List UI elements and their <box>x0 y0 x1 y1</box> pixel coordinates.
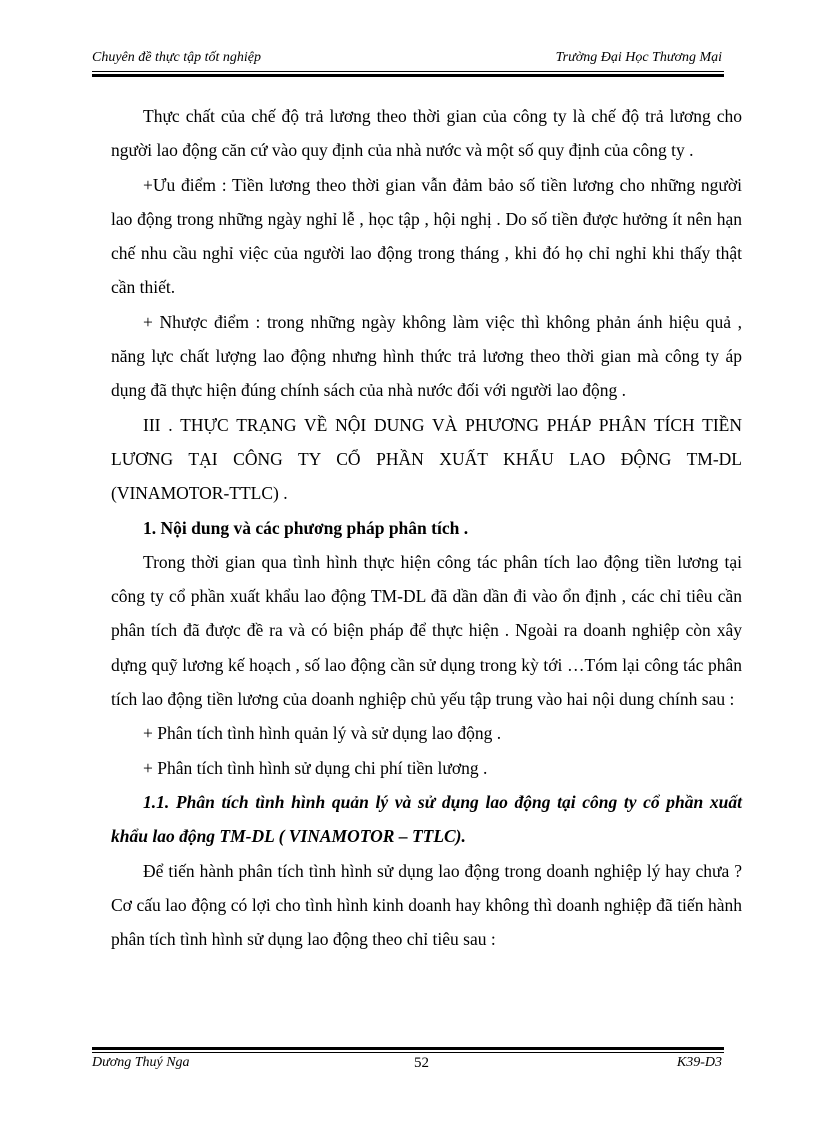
page-number: 52 <box>414 1055 429 1071</box>
paragraph: + Nhược điểm : trong những ngày không làm việc thì không phản ánh hiệu quả , năng lực chất lượng lao động nhưng hình thức trả lương theo thời gian mà công ty áp dụng đã thực hiện đúng chính sách của nhà nước đối với người lao động . <box>111 311 742 401</box>
paragraph: +Ưu điểm : Tiền lương theo thời gian vẫn đảm bảo số tiền lương cho những người lao động trong những ngày nghỉ lễ , học tập , hội nghị . Do số tiền được hưởng ít nên hạn chế nhu cầu nghỉ việc của người lao động trong tháng , khi đó họ chỉ nghỉ khi thấy thật cần thiết. <box>111 174 742 298</box>
footer-rule <box>92 1047 724 1053</box>
page-footer <box>92 1055 722 1075</box>
list-item: + Phân tích tình hình quản lý và sử dụng lao động . <box>143 723 502 744</box>
paragraph: Trong thời gian qua tình hình thực hiện công tác phân tích lao động tiền lương tại công ty cổ phần xuất khẩu lao động TM-DL đã dần dần đi vào ổn định , các chỉ tiêu cần phân tích đã được đề ra và có biện pháp để thực hiện . Ngoài ra doanh nghiệp còn xây dựng quỹ lương kế hoạch , số lao động cần sử dụng trong kỳ tới …Tóm lại công tác phân tích lao động tiền lương của doanh nghiệp chủ yếu tập trung vào hai nội dung chính sau : <box>111 551 742 710</box>
footer-author: Dương Thuý Nga <box>92 1055 190 1070</box>
paragraph: Thực chất của chế độ trả lương theo thời gian của công ty là chế độ trả lương cho người lao động căn cứ vào quy định của nhà nước và một số quy định của công ty . <box>111 106 742 161</box>
header-left: Chuyên đề thực tập tốt nghiệp <box>92 50 261 65</box>
section-heading: III . THỰC TRẠNG VỀ NỘI DUNG VÀ PHƯƠNG PHÁP PHÂN TÍCH TIỀN LƯƠNG TẠI CÔNG TY CỔ PHẦN XUẤT KHẨU LAO ĐỘNG TM-DL (VINAMOTOR-TTLC) . <box>111 414 742 504</box>
page-header <box>92 50 722 70</box>
paragraph: Để tiến hành phân tích tình hình sử dụng lao động trong doanh nghiệp lý hay chưa ? Cơ cấu lao động có lợi cho tình hình kinh doanh hay không thì doanh nghiệp đã tiến hành phân tích tình hình sử dụng lao động theo chỉ tiêu sau : <box>111 860 742 950</box>
list-item: + Phân tích tình hình sử dụng chi phí tiền lương . <box>143 757 488 778</box>
header-right: Trường Đại Học Thương Mại <box>555 50 722 65</box>
footer-class: K39-D3 <box>676 1055 722 1070</box>
header-rule <box>92 71 724 77</box>
page-body <box>111 99 742 956</box>
subsection-heading: 1. Nội dung và các phương pháp phân tích . <box>143 517 469 538</box>
subsubsection-heading: 1.1. Phân tích tình hình quản lý và sử dụng lao động tại công ty cổ phần xuất khẩu lao động TM-DL ( VINAMOTOR – TTLC). <box>111 791 742 847</box>
